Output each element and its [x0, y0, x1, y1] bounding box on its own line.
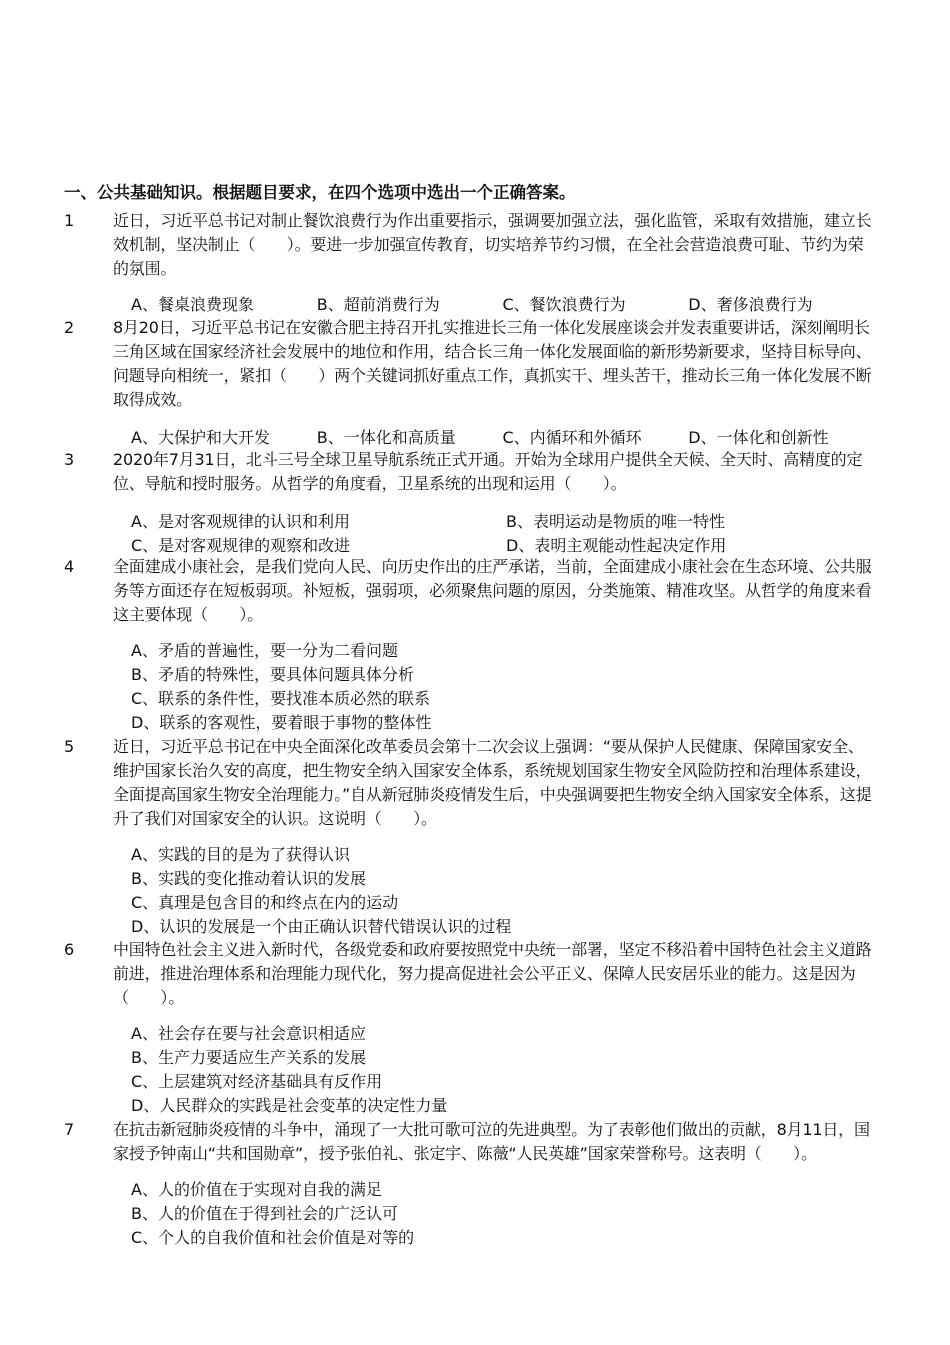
option-a[interactable]: A、矛盾的普遍性，要一分为二看问题	[131, 641, 398, 660]
options	[131, 1178, 874, 1250]
question-number: 4	[64, 557, 75, 576]
question-4	[64, 555, 874, 735]
option-d[interactable]: D、认识的发展是一个由正确认识替代错误认识的过程	[131, 917, 512, 936]
option-c[interactable]: C、真理是包含目的和终点在内的运动	[131, 893, 399, 912]
option-c[interactable]: C、个人的自我价值和社会价值是对等的	[131, 1228, 415, 1247]
question-number: 6	[64, 940, 75, 959]
options	[131, 639, 874, 735]
question-stem: 全面建成小康社会，是我们党向人民、向历史作出的庄严承诺，当前，全面建成小康社会在生态环境、公共服务等方面还存在短板弱项。补短板，强弱项，必须聚焦问题的原因，分类施策、精准攻坚。从哲学的角度来看这主要体现（ ）。	[113, 557, 872, 624]
option-c[interactable]: C、是对客观规律的观察和改进	[131, 536, 351, 555]
option-d[interactable]: D、表明主观能动性起决定作用	[506, 536, 727, 555]
option-a[interactable]: A、是对客观规律的认识和利用	[131, 512, 350, 531]
question-number: 5	[64, 737, 75, 756]
option-a[interactable]: A、社会存在要与社会意识相适应	[131, 1024, 366, 1043]
option-b[interactable]: B、表明运动是物质的唯一特性	[506, 512, 725, 531]
option-b[interactable]: B、人的价值在于得到社会的广泛认可	[131, 1204, 398, 1223]
option-d[interactable]: D、一体化和创新性	[688, 428, 829, 447]
option-c[interactable]: C、餐饮浪费行为	[502, 295, 626, 314]
question-7	[64, 1118, 874, 1250]
question-2	[64, 316, 874, 450]
option-a[interactable]: A、餐桌浪费现象	[131, 295, 254, 314]
options	[131, 426, 874, 450]
option-b[interactable]: B、超前消费行为	[316, 295, 440, 314]
option-b[interactable]: B、一体化和高质量	[316, 428, 456, 447]
option-c[interactable]: C、内循环和外循环	[502, 428, 642, 447]
option-c[interactable]: C、上层建筑对经济基础具有反作用	[131, 1072, 383, 1091]
question-stem: 2020年7月31日，北斗三号全球卫星导航系统正式开通。开始为全球用户提供全天候、全天时、高精度的定位、导航和授时服务。从哲学的角度看，卫星系统的出现和运用（ ）。	[113, 450, 863, 493]
question-number: 2	[64, 318, 75, 337]
question-stem: 在抗击新冠肺炎疫情的斗争中，涌现了一大批可歌可泣的先进典型。为了表彰他们做出的贡献，8月11日，国家授予钟南山“共和国勋章”，授予张伯礼、张定宇、陈薇“人民英雄”国家荣誉称号。这表明（ ）。	[113, 1120, 870, 1163]
question-3	[64, 448, 874, 558]
question-number: 1	[64, 211, 75, 230]
question-1	[64, 209, 874, 317]
question-6	[64, 938, 874, 1118]
question-number: 7	[64, 1120, 75, 1139]
section-title: 一、公共基础知识。根据题目要求，在四个选项中选出一个正确答案。	[64, 183, 576, 202]
question-stem: 8月20日，习近平总书记在安徽合肥主持召开扎实推进长三角一体化发展座谈会并发表重要讲话，深刻阐明长三角区域在国家经济社会发展中的地位和作用，结合长三角一体化发展面临的新形势新要求，坚持目标导向、问题导向相统一，紧扣（ ）两个关键词抓好重点工作，真抓实干、埋头苦干，推动长三角一体化发展不断取得成效。	[113, 318, 872, 409]
option-b[interactable]: B、生产力要适应生产关系的发展	[131, 1048, 366, 1067]
question-5	[64, 735, 874, 939]
option-b[interactable]: B、实践的变化推动着认识的发展	[131, 869, 366, 888]
options	[131, 843, 874, 939]
question-number: 3	[64, 450, 75, 469]
question-stem: 近日，习近平总书记在中央全面深化改革委员会第十二次会议上强调：“要从保护人民健康、保障国家安全、维护国家长治久安的高度，把生物安全纳入国家安全体系，系统规划国家生物安全风险防控和治理体系建设，全面提高国家生物安全治理能力。”自从新冠肺炎疫情发生后，中央强调要把生物安全纳入国家安全体系，这提升了我们对国家安全的认识。这说明（ ）。	[113, 737, 872, 828]
option-c[interactable]: C、联系的条件性，要找准本质必然的联系	[131, 689, 431, 708]
options	[131, 510, 874, 558]
option-a[interactable]: A、大保护和大开发	[131, 428, 270, 447]
option-d[interactable]: D、联系的客观性，要着眼于事物的整体性	[131, 713, 432, 732]
option-a[interactable]: A、实践的目的是为了获得认识	[131, 845, 350, 864]
question-stem: 近日，习近平总书记对制止餐饮浪费行为作出重要指示，强调要加强立法，强化监管，采取有效措施，建立长效机制，坚决制止（ ）。要进一步加强宣传教育，切实培养节约习惯，在全社会营造浪费可耻、节约为荣的氛围。	[113, 211, 872, 278]
option-a[interactable]: A、人的价值在于实现对自我的满足	[131, 1180, 382, 1199]
options	[131, 1022, 874, 1118]
question-stem: 中国特色社会主义进入新时代，各级党委和政府要按照党中央统一部署，坚定不移沿着中国特色社会主义道路前进，推进治理体系和治理能力现代化，努力提高促进社会公平正义、保障人民安居乐业的能力。这是因为（ ）。	[113, 940, 872, 1007]
option-d[interactable]: D、奢侈浪费行为	[688, 295, 813, 314]
option-d[interactable]: D、人民群众的实践是社会变革的决定性力量	[131, 1096, 448, 1115]
option-b[interactable]: B、矛盾的特殊性，要具体问题具体分析	[131, 665, 414, 684]
options	[131, 293, 874, 317]
